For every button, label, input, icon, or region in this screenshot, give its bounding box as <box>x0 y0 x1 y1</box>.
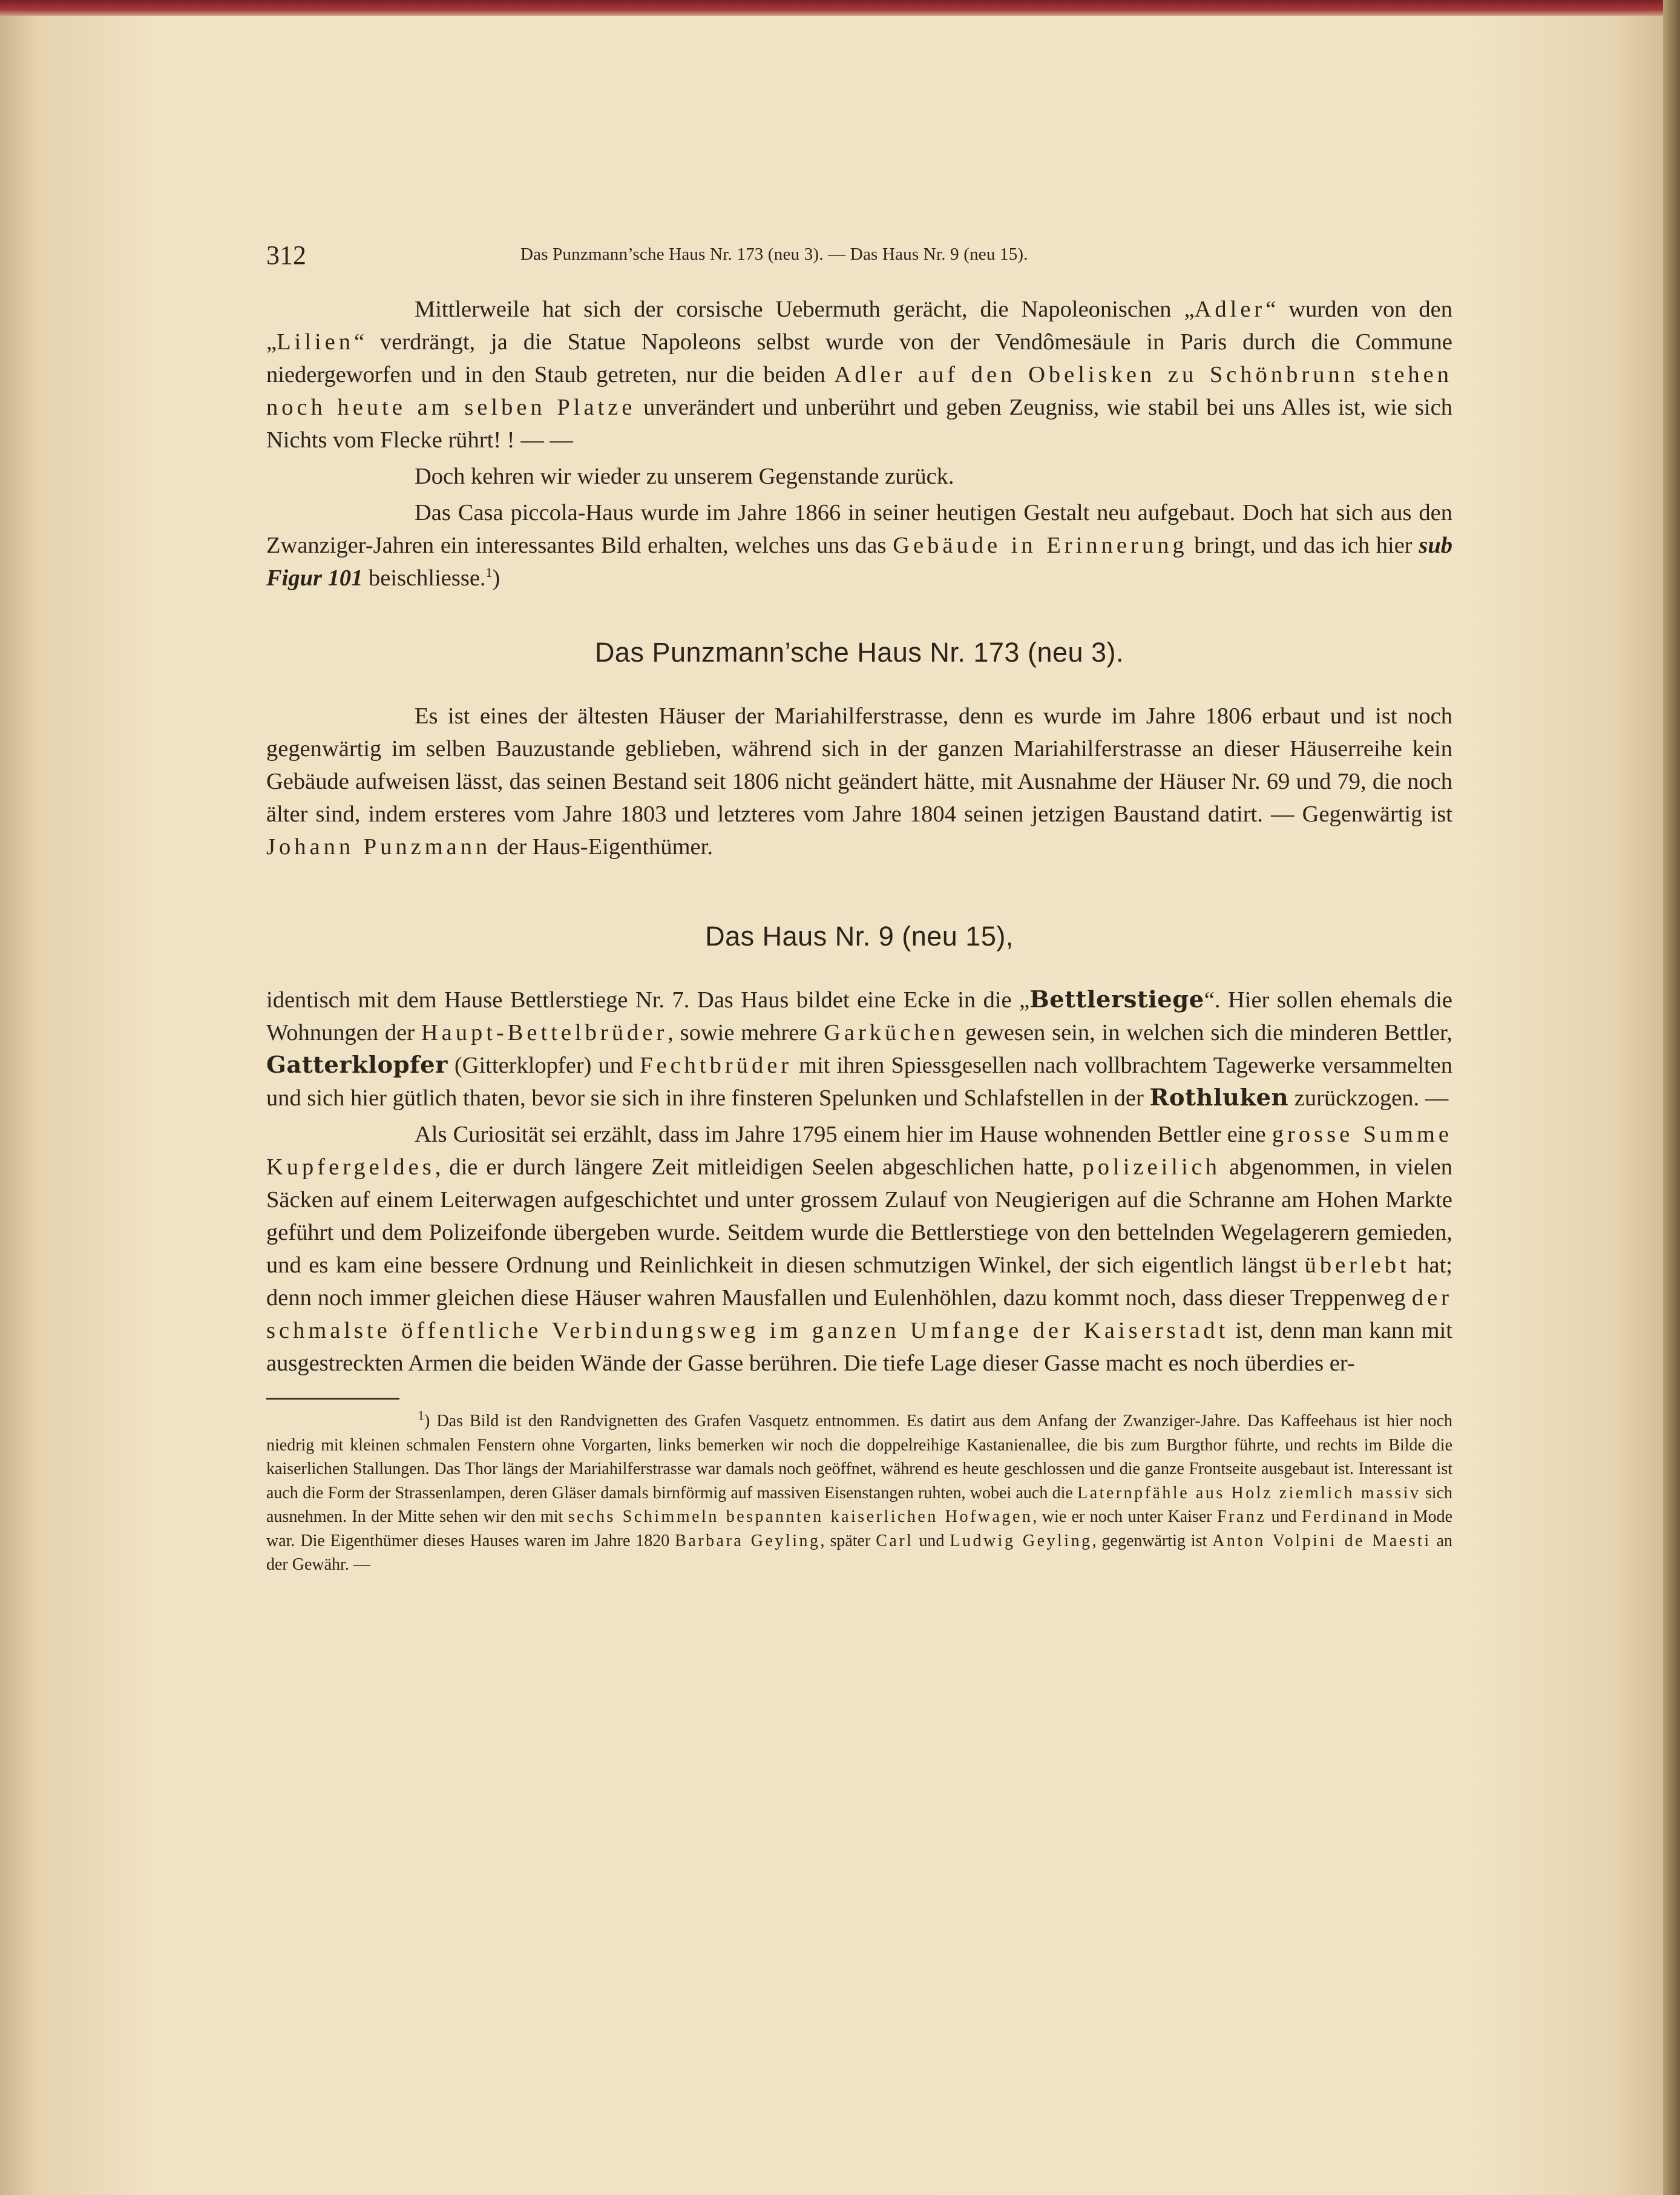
blackletter-text: Gatterklopfer <box>266 1051 448 1079</box>
page-number: 312 <box>266 240 306 270</box>
text-run: der Haus-Eigenthümer. <box>491 834 713 860</box>
spaced-text: Franz <box>1217 1507 1267 1526</box>
text-run: , die er durch längere Zeit mitleidigen Seelen abgeschlichen hatte, <box>435 1154 1083 1180</box>
spaced-text: Haupt-Bettelbrüder <box>421 1020 668 1045</box>
running-title: Das Punzmann’sche Haus Nr. 173 (neu 3). — Das Haus Nr. 9 (neu 15). <box>520 245 1028 264</box>
text-run: identisch mit dem Hause Bettlerstiege Nr. 7. Das Haus bildet eine Ecke in die „ <box>266 987 1030 1013</box>
text-run: bringt, und das ich hier <box>1187 533 1419 558</box>
text-run: hat; denn noch immer gleichen diese Häuser wahren Mausfallen und Eulenhöhlen, dazu kommt noch, dass dieser Treppenweg <box>266 1252 1452 1311</box>
text-run: Es ist eines der ältesten Häuser der Mariahilferstrasse, denn es wurde im Jahre 1806 erbaut und ist noch gegenwärtig im selben Bauzustande geblieben, während sich in der ganzen Mariahilferstrasse an dieser Häuserreihe kein Gebäude aufweisen lässt, das seinen Bestand seit 1806 nicht geändert hätte, mit Ausnahme der Häuser Nr. 69 und 79, die noch älter sind, indem ersteres vom Jahre 1803 und letzteres vom Jahre 1804 seinen jetzigen Baustand datirt. — Gegenwärtig ist <box>266 703 1452 827</box>
text-run: in Mode war. Die Eigenthümer dieses Hauses waren im Jahre 1820 <box>266 1507 1453 1550</box>
footnote-rule <box>266 1398 399 1400</box>
footnote-number: 1 <box>418 1407 424 1423</box>
spaced-text: Carl <box>876 1531 914 1550</box>
text-run: ) <box>492 565 500 591</box>
text-run: “ wurden von den „ <box>266 297 1453 355</box>
text-run: , gegenwärtig ist <box>1092 1531 1213 1550</box>
text-run: ) Das Bild ist den Randvignetten des Grafen Vasquetz entnommen. Es datirt aus dem Anfang der Zwanziger-Jahre. Das Kaffeehaus ist hier noch niedrig mit kleinen schmalen Fenstern ohne Vorgarten, links bemerken wir noch die doppelreihige Kastanienallee, die bis zum Burgthor führte, und rechts im Bilde die kaiserlichen Stallungen. Das Thor längs der Mariahilferstrasse war damals noch geöffnet, während es heute geschlossen und die ganze Frontseite ausgebaut ist. Interessant ist auch die Form der Strassenlampen, deren Gläser damals birnförmig auf massiven Eisenstangen ruhten, wobei auch die <box>266 1412 1452 1502</box>
text-run: beischliesse. <box>363 565 486 591</box>
text-run: zurückzogen. — <box>1288 1085 1449 1111</box>
spaced-text: Laternpfähle aus Holz ziemlich massiv <box>1077 1483 1421 1502</box>
body-text <box>266 293 1452 594</box>
text-run: Das Casa piccola-Haus wurde im Jahre 1866 in seiner heutigen Gestalt neu aufgebaut. Doch hat sich aus den Zwanziger-Jahren ein interessantes Bild erhalten, welches uns das <box>266 500 1452 558</box>
text-run: , sowie mehrere <box>668 1020 824 1045</box>
page-content <box>266 236 1452 1577</box>
text-run: und <box>1266 1507 1302 1526</box>
spaced-text: Adler auf den Obelisken zu Schönbrunn stehen noch heute am selben Platze <box>266 362 1452 420</box>
text-run: gewesen sein, in welchen sich die minderen Bettler, <box>958 1020 1452 1045</box>
spaced-text: Adler <box>1194 297 1266 322</box>
spaced-text: Garküchen <box>824 1020 959 1045</box>
paragraph <box>266 293 1452 456</box>
body-text <box>266 700 1452 863</box>
footnote-text <box>266 1409 1452 1577</box>
spaced-text: der schmalste öffentliche Verbindungsweg im ganzen Umfange der Kaiserstadt <box>266 1285 1452 1343</box>
section-heading-haus-9: Das Haus Nr. 9 (neu 15), <box>705 921 1014 952</box>
text-run: und <box>913 1531 950 1550</box>
spaced-text: Anton Volpini de Maesti <box>1212 1531 1431 1550</box>
spaced-text: sechs Schimmeln bespannten kaiserlichen Hofwagen <box>568 1507 1033 1526</box>
spaced-text: Gebäude in Erinnerung <box>893 533 1188 558</box>
text-run: sich ausnehmen. In der Mitte sehen wir den mit <box>266 1483 1453 1526</box>
spaced-text: überlebt <box>1304 1252 1410 1278</box>
spaced-text: Lilien <box>277 329 355 355</box>
text-run: “ verdrängt, ja die Statue Napoleons selbst wurde von der Vendômesäule in Paris durch die Commune niedergeworfen und in den Staub getreten, nur die beiden <box>266 329 1452 387</box>
spaced-text: Ludwig Geyling <box>950 1531 1092 1550</box>
spaced-text: grosse Summe Kupfergeldes <box>266 1122 1452 1180</box>
book-right-edge <box>1663 0 1680 2195</box>
text-run: (Gitterklopfer) und <box>447 1053 640 1078</box>
text-run: Als Curiosität sei erzählt, dass im Jahre 1795 einem hier im Hause wohnenden Bettler eine <box>415 1122 1272 1147</box>
section-heading-punzmann: Das Punzmann’sche Haus Nr. 173 (neu 3). <box>594 637 1124 668</box>
blackletter-text: Rothluken <box>1149 1084 1289 1111</box>
paragraph <box>266 1118 1452 1380</box>
text-run: , später <box>820 1531 876 1550</box>
book-top-edge <box>0 0 1680 16</box>
text-run: abgenommen, in vielen Säcken auf einem Leiterwagen aufgeschichtet und unter grossem Zulauf von Neugierigen auf die Schranne am Hohen Markte geführt und dem Polizeifonde übergeben wurde. Seitdem wurde die Bettlerstiege von den bettelnden Wegelagerern gemieden, und es kam eine bessere Ordnung und Reinlichkeit in diesen schmutzigen Winkel, der sich eigentlich längst <box>266 1154 1452 1278</box>
body-text <box>266 984 1452 1380</box>
figure-reference: sub Figur 101 <box>266 533 1452 591</box>
spaced-text: Fechtbrüder <box>640 1053 793 1078</box>
footnote-marker: 1 <box>485 565 493 581</box>
spaced-text: Barbara Geyling <box>675 1531 821 1550</box>
text-run: , wie er noch unter Kaiser <box>1032 1507 1217 1526</box>
text-run: Mittlerweile hat sich der corsische Uebermuth gerächt, die Napoleonischen „ <box>415 297 1195 322</box>
text-run: an der Gewähr. — <box>266 1531 1453 1574</box>
text-run: mit ihren Spiessgesellen nach vollbrachtem Tagewerke versammelten und sich hier gütlich thaten, bevor sie sich in ihre finsteren Spelunken und Schlafstellen in der <box>266 1053 1452 1111</box>
paragraph <box>266 496 1452 594</box>
spaced-text: Johann Punzmann <box>266 834 491 860</box>
paragraph: Doch kehren wir wieder zu unserem Gegenstande zurück. <box>415 464 954 489</box>
paragraph <box>266 984 1452 1114</box>
text-run: unverändert und unberührt und geben Zeugniss, wie stabil bei uns Alles ist, wie sich Nichts vom Flecke rührt! ! — — <box>266 395 1453 453</box>
text-run: ist, denn man kann mit ausgestreckten Armen die beiden Wände der Gasse berühren. Die tiefe Lage dieser Gasse macht es noch überdies er- <box>266 1318 1452 1376</box>
spaced-text: polizeilich <box>1082 1154 1221 1180</box>
text-run: “. Hier sollen ehemals die Wohnungen der <box>266 987 1452 1045</box>
footnote <box>266 1409 1452 1577</box>
blackletter-text: Bettlerstiege <box>1029 986 1204 1013</box>
paragraph <box>266 700 1452 863</box>
running-head <box>266 236 1452 272</box>
spaced-text: Ferdinand <box>1302 1507 1390 1526</box>
